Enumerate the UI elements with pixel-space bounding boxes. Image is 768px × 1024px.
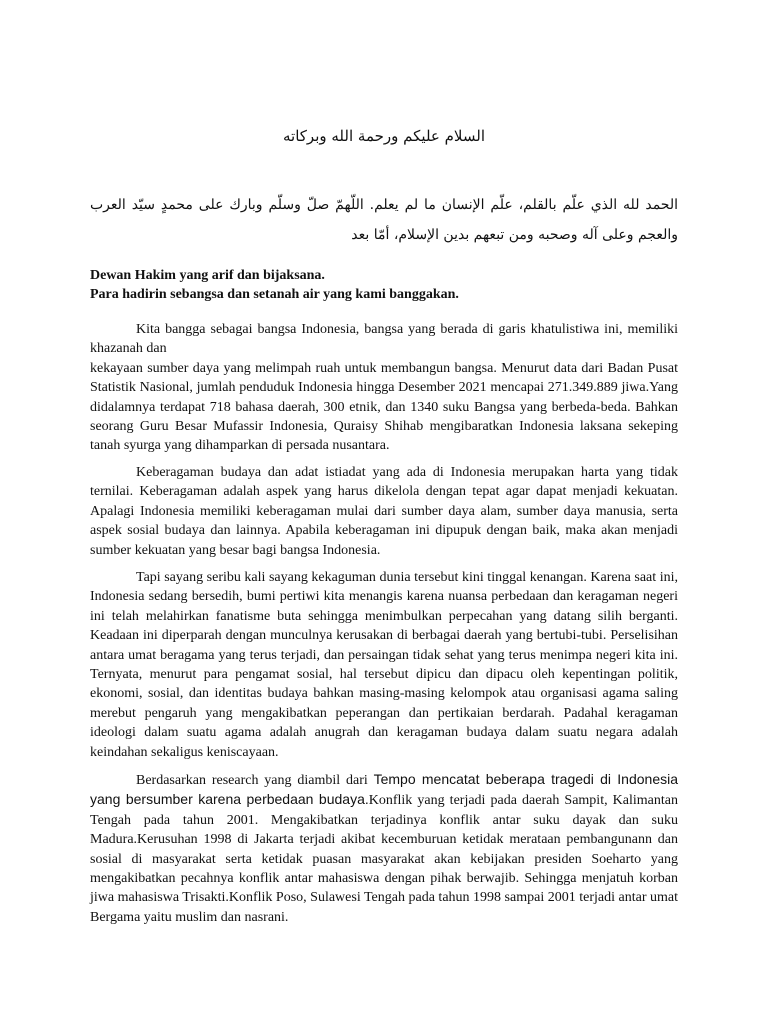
paragraph-4 bbox=[90, 770, 678, 927]
paragraph-1-text-b: kekayaan sumber daya yang melimpah ruah untuk membangun bangsa. Menurut data dari Badan Pusat Statistik Nasional, jumlah penduduk Indonesia hingga Desember 2021 mencapai 271.349.889 jiwa.Yang didalamnya terdapat 718 bahasa daerah, 300 etnik, dan 1340 suku Bangsa yang berbeda-beda. Bahkan seorang Guru Besar Mufassir Indonesia, Quraisy Shihab mengibaratkan Indonesia laksana sekeping tanah syurga yang dihamparkan di persada nusantara. bbox=[90, 360, 678, 454]
paragraph-4-quote: Tempo mencatat beberapa tragedi di Indonesia yang bersumber karena perbedaan budaya. bbox=[90, 771, 678, 808]
greeting-line-1: Dewan Hakim yang arif dan bijaksana. bbox=[90, 268, 325, 283]
paragraph-2 bbox=[90, 463, 678, 560]
paragraph-1-text-a: Kita bangga sebagai bangsa Indonesia, bangsa yang berada di garis khatulistiwa ini, memiliki khazanah dan bbox=[90, 322, 678, 357]
paragraph-4-text-c: Konflik yang terjadi pada daerah Sampit, Kalimantan Tengah pada tahun 2001. Mengakibatkan terjadinya konflik antar suku dayak dan suku Madura.Kerusuhan 1998 di Jakarta terjadi akibat kecemburuan ketidak merataan pembangunann dan sosial di masyarakat serta ketidak puasan masyarakat akan kebijakan presiden Soeharto yang mengakibatkan pecahnya konflik antar mahasiswa dengan pihak berwajib. Sehingga menjatuh korban jiwa mahasiswa Trisakti.Konflik Poso, Sulawesi Tengah pada tahun 1998 sampai 2001 terjadi antar umat Bergama yaitu muslim dan nasrani. bbox=[90, 793, 678, 925]
greeting-line-2: Para hadirin sebangsa dan setanah air yang kami banggakan. bbox=[90, 287, 459, 302]
paragraph-1-first-line bbox=[90, 320, 678, 359]
paragraph-2-text: Keberagaman budaya dan adat istiadat yang ada di Indonesia merupakan harta yang tidak ternilai. Keberagaman adalah aspek yang harus dikelola dengan tepat agar dapat menjadi kekuatan. Apalagi Indonesia memiliki keberagaman mulai dari sumber daya alam, sumber daya manusia, serta aspek sosial budaya dan lainnya. Apabila keberagaman ini dipupuk dengan baik, maka akan menjadi sumber kekuatan yang besar bagi bangsa Indonesia. bbox=[90, 465, 678, 558]
greeting-block bbox=[90, 266, 678, 304]
paragraph-3 bbox=[90, 568, 678, 762]
paragraph-4-text-a: Berdasarkan research yang diambil dari bbox=[136, 773, 368, 788]
salam-heading: السلام عليكم ورحمة الله وبركاته bbox=[283, 127, 485, 145]
paragraph-3-text: Tapi sayang seribu kali sayang kekaguman dunia tersebut kini tinggal kenangan. Karena saat ini, Indonesia sedang bersedih, bumi pertiwi kita menangis karena nuansa perbedaan dan keragaman negeri ini telah melahirkan fanatisme buta sehingga menimbulkan perpecahan yang datang silih berganti. Keadaan ini diperparah dengan munculnya kerusakan di berbagai daerah yang bertubi-tubi. Perselisihan antara umat beragama yang terus terjadi, dan persaingan tidak sehat yang terus menimpa negeri kita ini. Ternyata, menurut para pengamat sosial, hal tersebut dipicu dan dipacu oleh kepentingan politik, ekonomi, sosial, dan identitas budaya bahkan masing-masing kelompok atau organisasi agama saling merebut pengaruh yang mengakibatkan peperangan dan pertikaian berdarah. Padahal keragaman ideologi dalam suatu agama adalah anugrah dan keragaman budaya dalam suatu negara adalah keindahan sekaligus keniscayaan. bbox=[90, 570, 678, 760]
paragraph-1 bbox=[90, 320, 678, 456]
muqaddimah-paragraph: الحمد لله الذي علّم بالقلم، علّم الإنسان ما لم يعلم. اللّهمّ صلّ وسلّم وبارك على محمدٍ سيّد العرب والعجم وعلى آله وصحبه ومن تبعهم بدين الإسلام، أمّا بعد bbox=[90, 197, 678, 243]
